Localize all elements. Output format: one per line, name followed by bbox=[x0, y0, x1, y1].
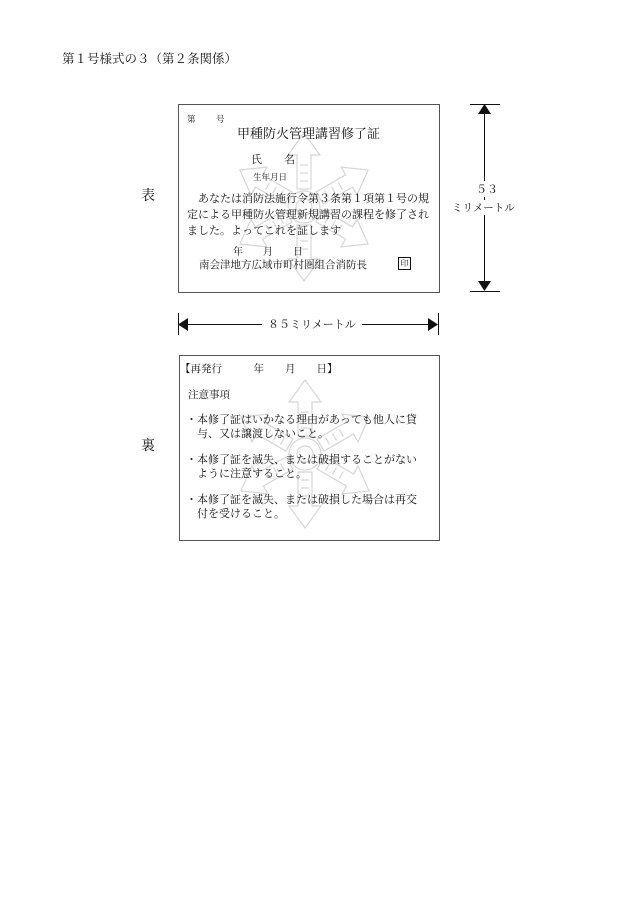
note-3-line-1: ・本修了証を滅失、または破損した場合は再交 bbox=[186, 493, 417, 506]
width-dim-right-tick bbox=[438, 313, 439, 335]
back-side-label: 裏 bbox=[141, 438, 155, 454]
name-label: 氏 名 bbox=[251, 153, 295, 166]
width-label: ８５ミリメートル bbox=[262, 316, 362, 332]
front-side-label: 表 bbox=[141, 188, 155, 204]
note-2-line-2: ように注意すること。 bbox=[186, 467, 307, 480]
arrow-up-icon bbox=[478, 104, 491, 114]
arrow-down-icon bbox=[478, 281, 491, 291]
arrow-left-icon bbox=[178, 318, 188, 331]
note-1-line-2: 与、又は譲渡しないこと。 bbox=[186, 427, 329, 440]
certificate-body-line-1: あなたは消防法施行令第３条第１項第１号の規 bbox=[187, 192, 429, 205]
height-dim-line bbox=[484, 106, 485, 289]
official-seal: 印 bbox=[398, 257, 411, 270]
issuer-name: 南会津地方広域市町村圏組合消防長 bbox=[199, 259, 367, 271]
certificate-number-prefix: 第 bbox=[187, 115, 196, 125]
certificate-title: 甲種防火管理講習修了証 bbox=[237, 127, 381, 142]
birth-date-label: 生年月日 bbox=[253, 173, 288, 183]
height-dim-bottom-tick bbox=[470, 291, 500, 292]
certificate-back bbox=[179, 355, 440, 541]
note-1-line-1: ・本修了証はいかなる理由があっても他人に貸 bbox=[186, 413, 417, 426]
note-3-line-2: 付を受けること。 bbox=[186, 507, 285, 520]
certificate-body-line-3: ました。よってこれを証します bbox=[187, 224, 341, 237]
notes-heading: 注意事項 bbox=[188, 389, 230, 401]
reissue-line: 【再発行 年 月 日】 bbox=[180, 363, 338, 375]
height-unit: ミリメートル bbox=[452, 202, 515, 214]
arrow-right-icon bbox=[428, 318, 438, 331]
certificate-number-suffix: 号 bbox=[216, 115, 225, 125]
form-title: 第１号様式の３（第２条関係） bbox=[62, 51, 238, 66]
certificate-front bbox=[178, 104, 440, 293]
issue-date: 年 月 日 bbox=[233, 247, 303, 258]
height-value: ５３ bbox=[476, 183, 498, 196]
note-2-line-1: ・本修了証を滅失、または破損することがない bbox=[186, 453, 417, 466]
certificate-body-line-2: 定による甲種防火管理新規講習の課程を修了され bbox=[187, 208, 429, 221]
